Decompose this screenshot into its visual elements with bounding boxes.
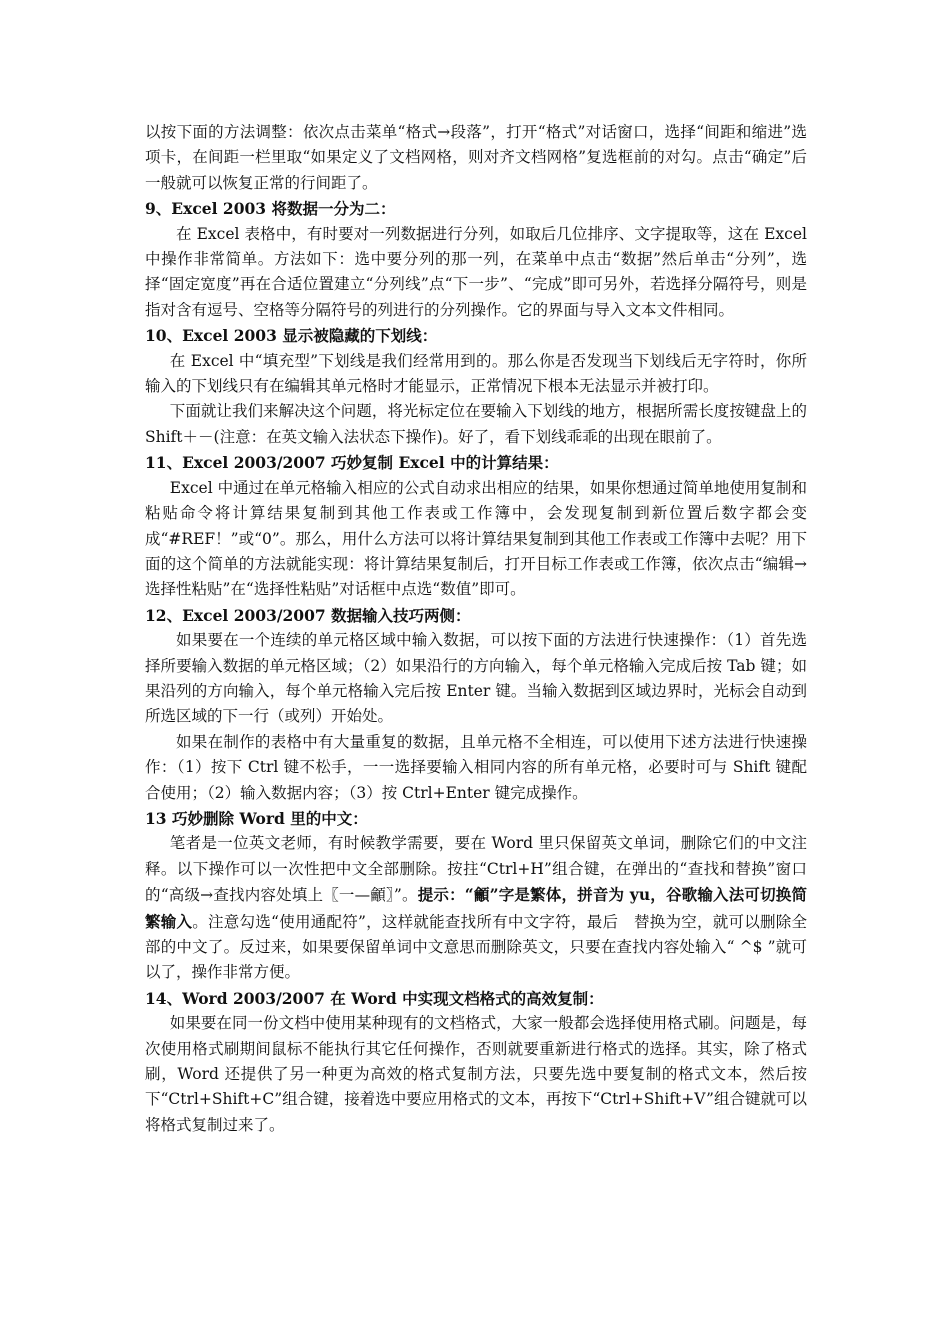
paragraph: 如果要在一个连续的单元格区域中输入数据，可以按下面的方法进行快速操作：（1）首先选择所要输入数据的单元格区域；（2）如果沿行的方向输入，每个单元格输入完成后按 Tab 键；如果沿列的方向输入，每个单元格输入完后按 Enter 键。当输入数据到区域边界时，光标会自动到所选区域的下一行（或列）开始处。 (145, 631, 807, 726)
paragraph: 以按下面的方法调整：依次点击菜单“格式→段落”，打开“格式”对话窗口，选择“间距和缩进”选项卡，在间距一栏里取“如果定义了文档网格，则对齐文档网格”复选框前的对勾。点击“确定”后一般就可以恢复正常的行间距了。 (145, 123, 807, 192)
paragraph: 在 Excel 表格中，有时要对一列数据进行分列，如取后几位排序、文字提取等，这在 Excel 中操作非常简单。方法如下：选中要分列的那一列，在菜单中点击“数据”然后单击“分列”，选择“固定宽度”再在合适位置建立“分列线”点“下一步”、“完成”即可另外，若选择分隔符号，则是指对含有逗号、空格等分隔符号的列进行的分列操作。它的界面与导入文本文件相同。 (145, 224, 807, 319)
document-page (145, 120, 807, 1138)
section-heading-13: 13 巧妙删除 Word 里的中文： (145, 808, 368, 828)
paragraph: 如果要在同一份文档中使用某种现有的文档格式，大家一般都会选择使用格式刷。问题是，每次使用格式刷期间鼠标不能执行其它任何操作，否则就要重新进行格式的选择。其实，除了格式刷，Word 还提供了另一种更为高效的格式复制方法，只要先选中要复制的格式文本，然后按下“Ctrl+Shift+C”组合键，接着选中要应用格式的文本，再按下“Ctrl+Shift+V”组合键就可以将格式复制过来了。 (145, 1014, 807, 1134)
paragraph-text: 笔者是一位英文老师，有时候教学需要，要在 Word 里只保留英文单词，删除它们的中文注释。以下操作可以一次性把中文全部删除。按拄“Ctrl+H”组合键，在弹出的“查找和替换”窗口的“高级→查找内容处填上〖一—龥〗”。 (145, 834, 807, 905)
paragraph: Excel 中通过在单元格输入相应的公式自动求出相应的结果，如果你想通过简单地使用复制和粘贴命令将计算结果复制到其他工作表或工作簿中，会发现复制到新位置后数字都会变成“#REF！”或“0”。那么，用什么方法可以将计算结果复制到其他工作表或工作簿中去呢？用下面的这个简单的方法就能实现：将计算结果复制后，打开目标工作表或工作簿，依次点击“编辑→选择性粘贴”在“选择性粘贴”对话框中点选“数值”即可。 (145, 478, 807, 599)
section-heading-12: 12、Excel 2003/2007 数据输入技巧两侧： (145, 605, 471, 625)
paragraph: 如果在制作的表格中有大量重复的数据，且单元格不全相连，可以使用下述方法进行快速操作：（1）按下 Ctrl 键不松手，一一选择要输入相同内容的所有单元格，必要时可与 Shift 键配合使用；（2）输入数据内容；（3）按 Ctrl+Enter 键完成操作。 (145, 732, 807, 802)
section-heading-10: 10、Excel 2003 显示被隐藏的下划线： (145, 326, 438, 346)
paragraph: 下面就让我们来解决这个问题，将光标定位在要输入下划线的地方，根据所需长度按键盘上的 Shift＋－(注意：在英文输入法状态下操作)。好了，看下划线乖乖的出现在眼前了。 (145, 402, 807, 446)
paragraph-text: 。注意勾选“使用通配符”，这样就能查找所有中文字符，最后 替换为空，就可以删除全部的中文了。反过来，如果要保留单词中文意思而删除英文，只要在查找内容处输入“ ^$ ”就可以了，操作非常方便。 (145, 912, 807, 982)
section-heading-14: 14、Word 2003/2007 在 Word 中实现文档格式的高效复制： (145, 988, 604, 1008)
section-heading-11: 11、Excel 2003/2007 巧妙复制 Excel 中的计算结果： (145, 453, 559, 473)
paragraph (145, 831, 807, 985)
section-heading-9: 9、Excel 2003 将数据一分为二： (145, 199, 396, 219)
paragraph: 在 Excel 中“填充型”下划线是我们经常用到的。那么你是否发现当下划线后无字符时，你所输入的下划线只有在编辑其单元格时才能显示，正常情况下根本无法显示并被打印。 (145, 351, 807, 396)
tip-text: 提示：“龥”字是繁体，拼音为 yu，谷歌输入法可切换简繁输入 (145, 885, 807, 931)
